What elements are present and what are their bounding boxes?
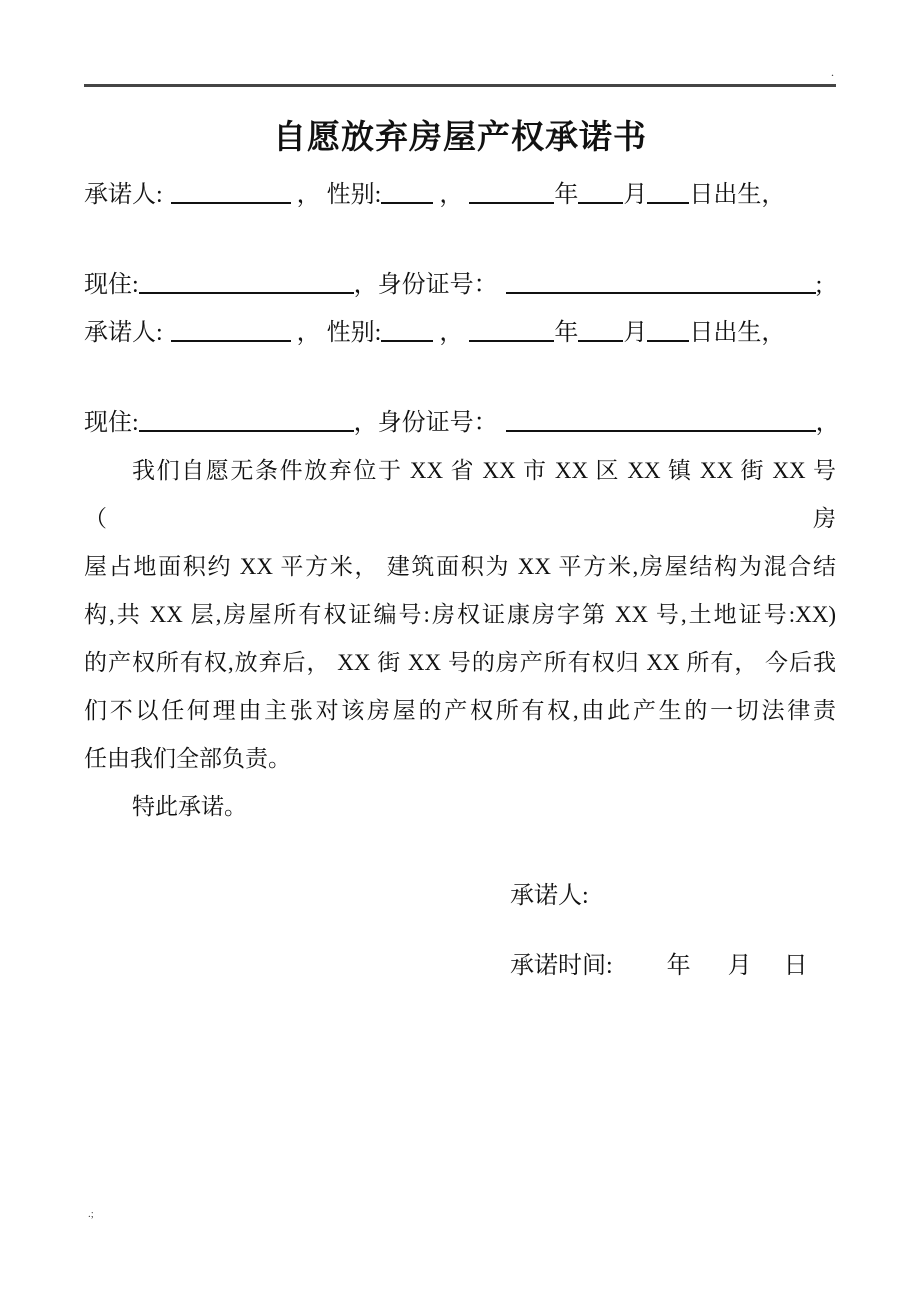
body-line: 的产权所有权,放弃后， XX 街 XX 号的房产所有权归 XX 所有， 今后我: [84, 650, 836, 675]
residence-label: 现住:: [84, 410, 139, 436]
document-content: [0, 84, 920, 990]
id-number-field[interactable]: [506, 406, 816, 432]
month-label: 月: [623, 320, 648, 346]
birth-day-field[interactable]: [647, 316, 689, 342]
promisor-line-1: [84, 171, 836, 219]
birth-month-field[interactable]: [578, 178, 623, 204]
body-line: 任由我们全部负责。: [84, 746, 291, 771]
gender-label: 性别:: [326, 320, 382, 346]
date-month-label: 月: [727, 953, 752, 979]
body-paragraph: [84, 447, 836, 831]
signature-date-line: [510, 942, 836, 990]
body-line: 屋占地面积约 XX 平方米， 建筑面积为 XX 平方米,房屋结构为混合结: [84, 554, 836, 579]
year-label: 年: [554, 320, 579, 346]
promisor-label: 承诺人:: [84, 320, 163, 346]
closing-line: 特此承诺。: [132, 794, 247, 819]
promisor-name-field[interactable]: [171, 316, 291, 342]
birth-day-field[interactable]: [647, 178, 689, 204]
residence-line-1: [84, 261, 836, 309]
promisor-line-2: [84, 309, 836, 357]
promisor-name-field[interactable]: [171, 178, 291, 204]
address-field[interactable]: [139, 406, 354, 432]
id-number-field[interactable]: [506, 268, 816, 294]
corner-dot-mark: .: [831, 65, 834, 79]
birth-suffix: 日出生，: [689, 182, 786, 208]
date-year-label: 年: [666, 953, 691, 979]
residence-line-2: [84, 399, 840, 447]
gender-label: 性别:: [326, 182, 382, 208]
footer-mark: .;: [88, 1208, 94, 1220]
separator-comma: ，: [296, 320, 321, 346]
line-terminator: ，: [815, 410, 840, 436]
id-number-label: ，身份证号：: [353, 410, 498, 436]
separator-comma: ，: [439, 320, 464, 346]
header-rule: [84, 84, 836, 87]
month-label: 月: [623, 182, 648, 208]
birth-suffix: 日出生，: [689, 320, 786, 346]
residence-label: 现住:: [84, 272, 139, 298]
body-line: 构,共 XX 层,房屋所有权证编号:房权证康房字第 XX 号,土地证号:XX): [84, 602, 836, 627]
gender-field[interactable]: [381, 178, 433, 204]
date-day-label: 日: [783, 953, 808, 979]
line-terminator: ;: [815, 272, 823, 298]
birth-month-field[interactable]: [578, 316, 623, 342]
signature-time-label: 承诺时间:: [510, 953, 613, 979]
address-field[interactable]: [139, 268, 354, 294]
separator-comma: ，: [439, 182, 464, 208]
signature-promisor-line: [510, 872, 836, 920]
signature-promisor-label: 承诺人:: [510, 883, 589, 909]
signature-block: [84, 872, 836, 990]
id-number-label: ，身份证号：: [353, 272, 498, 298]
gender-field[interactable]: [381, 316, 433, 342]
promisor-label: 承诺人:: [84, 182, 163, 208]
birth-year-field[interactable]: [469, 178, 554, 204]
body-line: 们不以任何理由主张对该房屋的产权所有权,由此产生的一切法律责: [84, 698, 836, 723]
body-line: 我们自愿无条件放弃位于 XX 省 XX 市 XX 区 XX 镇 XX 街 XX 号（房: [84, 458, 836, 531]
document-title: 自愿放弃房屋产权承诺书: [273, 118, 647, 155]
year-label: 年: [554, 182, 579, 208]
birth-year-field[interactable]: [469, 316, 554, 342]
separator-comma: ，: [296, 182, 321, 208]
